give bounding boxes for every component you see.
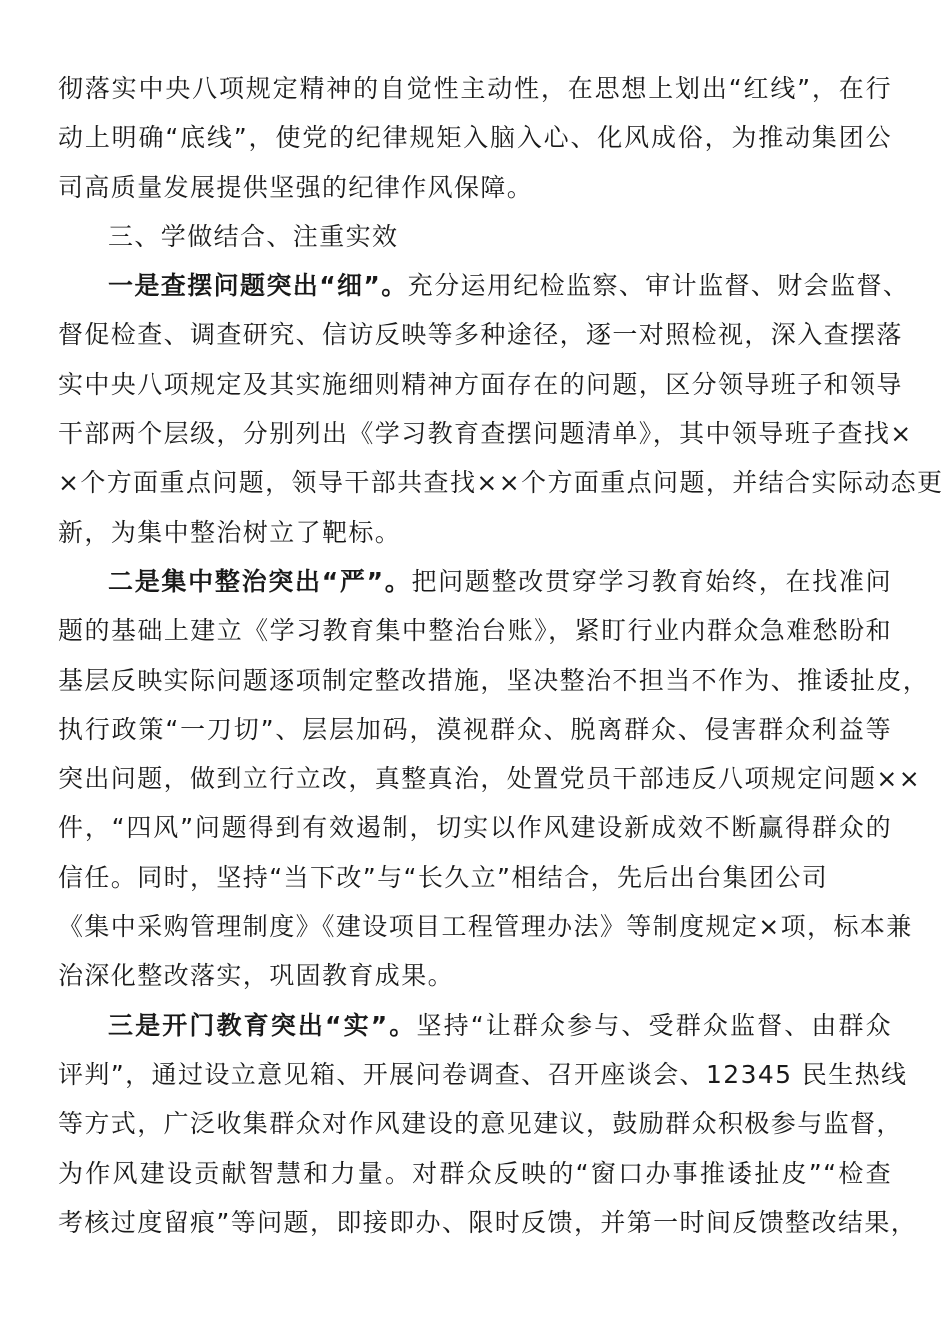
paragraph-first-line (58, 1001, 892, 1050)
paragraph-lead: 三是开门教育突出“实”。 (108, 1010, 417, 1040)
paragraph-line: 等方式，广泛收集群众对作风建设的意见建议，鼓励群众积极参与监督， (58, 1109, 903, 1139)
paragraph-line: 新，为集中整治树立了靶标。 (58, 517, 402, 547)
paragraph-line: 司高质量发展提供坚强的纪律作风保障。 (58, 172, 534, 202)
paragraph-line: 《集中采购管理制度》《建设项目工程管理办法》等制度规定×项，标本兼 (58, 912, 913, 942)
paragraph-line: 信任。同时，坚持“当下改”与“长久立”相结合，先后出台集团公司 (58, 862, 829, 892)
paragraph-line: 干部两个层级，分别列出《学习教育查摆问题清单》，其中领导班子查找× (58, 419, 913, 449)
paragraph-line: 突出问题，做到立行立改，真整真治，处置党员干部违反八项规定问题×× (58, 764, 922, 794)
paragraph-line: 治深化整改落实，巩固教育成果。 (58, 961, 455, 991)
paragraph-line: 题的基础上建立《学习教育集中整治台账》，紧盯行业内群众急难愁盼和 (58, 616, 892, 646)
paragraph-line: 彻落实中央八项规定精神的自觉性主动性，在思想上划出“红线”，在行 (58, 74, 892, 103)
paragraph-text: 坚持“让群众参与、受群众监督、由群众 (416, 1010, 893, 1040)
paragraph-line: 动上明确“底线”，使党的纪律规矩入脑入心、化风成俗，为推动集团公 (58, 123, 892, 153)
paragraph-line: 考核过度留痕”等问题，即接即办、限时反馈，并第一时间反馈整改结果， (58, 1207, 918, 1237)
paragraph-lead: 二是集中整治突出“严”。 (108, 566, 412, 596)
section-heading: 三、学做结合、注重实效 (108, 221, 399, 251)
paragraph-line: 督促检查、调查研究、信访反映等多种途径，逐一对照检视，深入查摆落 (58, 320, 903, 350)
paragraph-line: 件，“四风”问题得到有效遏制，切实以作风建设新成效不断赢得群众的 (58, 813, 892, 843)
paragraph-first-line (58, 557, 892, 606)
paragraph-line: 为作风建设贡献智慧和力量。对群众反映的“窗口办事推诿扯皮”“检查 (58, 1158, 892, 1188)
paragraph-text: 充分运用纪检监察、审计监督、财会监督、 (407, 271, 910, 301)
paragraph-first-line (58, 261, 910, 310)
paragraph-text: 把问题整改贯穿学习教育始终，在找准问 (411, 566, 893, 596)
paragraph-line: ×个方面重点问题，领导干部共查找××个方面重点问题，并结合实际动态更 (58, 468, 944, 498)
paragraph-lead: 一是查摆问题突出“细”。 (108, 271, 408, 301)
paragraph-line: 评判”，通过设立意见箱、开展问卷调查、召开座谈会、12345 民生热线 (58, 1059, 908, 1089)
paragraph-line: 实中央八项规定及其实施细则精神方面存在的问题，区分领导班子和领导 (58, 369, 903, 399)
paragraph-line: 执行政策“一刀切”、层层加码，漠视群众、脱离群众、侵害群众利益等 (58, 714, 892, 744)
paragraph-line: 基层反映实际问题逐项制定整改措施，坚决整治不担当不作为、推诿扯皮， (58, 665, 930, 695)
